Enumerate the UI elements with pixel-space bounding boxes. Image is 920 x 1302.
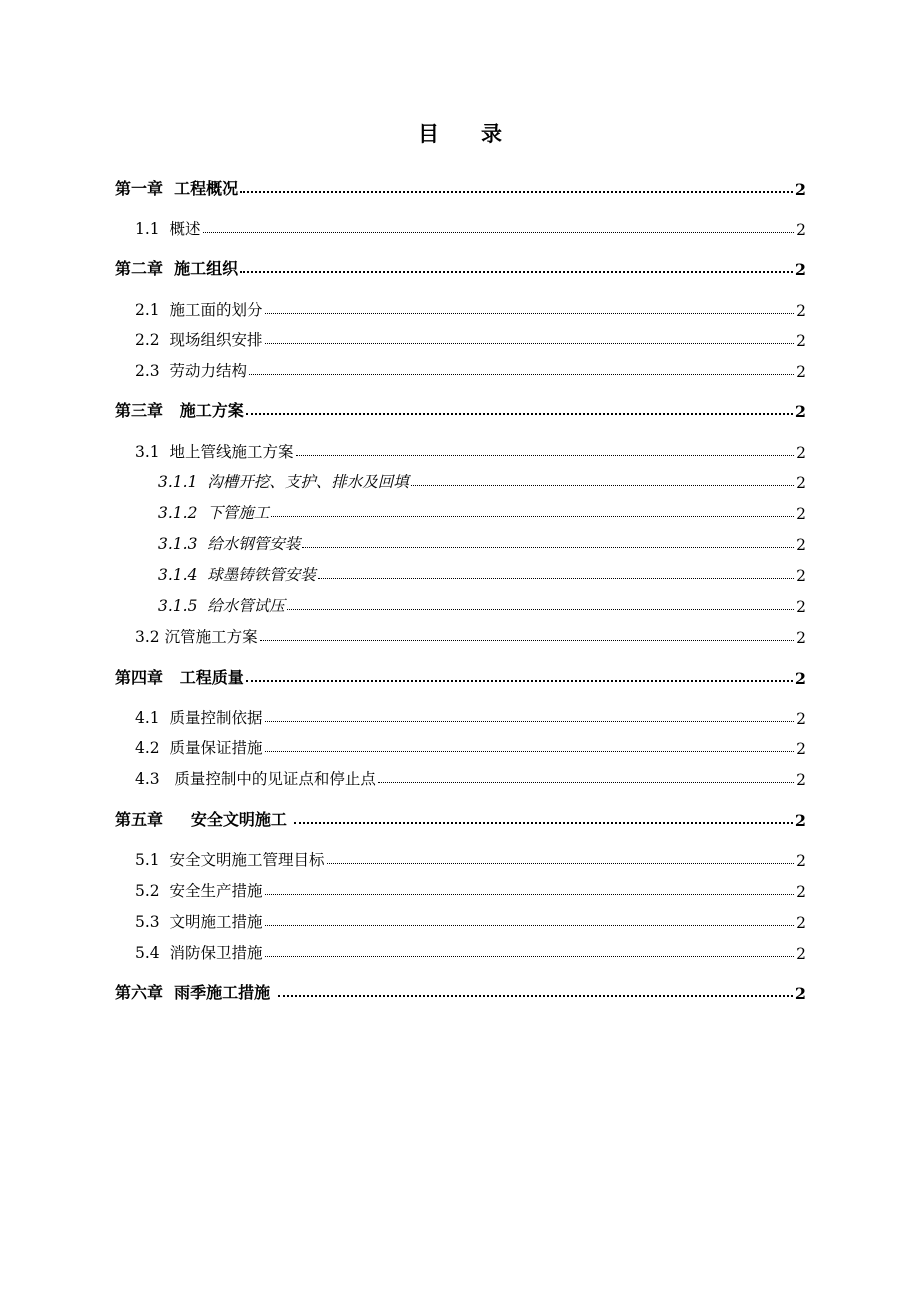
toc-entry-subsection-3-1-1[interactable] (0, 468, 920, 492)
toc-entry-page-number: 2 (796, 536, 806, 554)
dot-leader (265, 342, 795, 344)
dot-leader (249, 373, 794, 375)
toc-entry-section-5-4[interactable] (0, 939, 920, 963)
toc-entry-label: 5.3 文明施工措施 (135, 913, 263, 931)
toc-entry-label: 4.1 质量控制依据 (135, 709, 263, 727)
dot-leader (265, 750, 795, 752)
toc-entry-section-3-1[interactable] (0, 438, 920, 462)
dot-leader (411, 484, 794, 486)
toc-entry-page-number: 2 (794, 669, 806, 688)
toc-entry-label: 2.3 劳动力结构 (135, 362, 248, 380)
toc-entry-page-number: 2 (796, 567, 806, 585)
dot-leader (302, 546, 794, 548)
dot-leader (287, 608, 794, 610)
toc-entry-label: 3.2 沉管施工方案 (135, 628, 258, 646)
toc-entry-chapter-6[interactable] (0, 979, 920, 1003)
toc-entry-label: 3.1.1 沟槽开挖、支护、排水及回填 (158, 473, 409, 491)
dot-leader (318, 577, 794, 579)
toc-entry-label: 第三章 施工方案 (115, 401, 244, 420)
toc-entry-page-number: 2 (796, 945, 806, 963)
toc-entry-page-number: 2 (796, 740, 806, 758)
toc-entry-label: 第二章 施工组织 (115, 259, 239, 278)
toc-entry-label: 1.1 概述 (135, 220, 201, 238)
toc-entry-page-number: 2 (796, 302, 806, 320)
dot-leader (240, 270, 793, 273)
toc-entry-subsection-3-1-3[interactable] (0, 530, 920, 554)
dot-leader (246, 679, 793, 682)
toc-entry-page-number: 2 (794, 811, 806, 830)
dot-leader (260, 639, 795, 641)
dot-leader (265, 312, 795, 314)
dot-leader (296, 454, 795, 456)
toc-entry-section-4-1[interactable] (0, 704, 920, 728)
toc-entry-section-2-3[interactable] (0, 357, 920, 381)
toc-entry-page-number: 2 (796, 771, 806, 789)
toc-entry-page-number: 2 (796, 444, 806, 462)
toc-entry-label: 4.3 质量控制中的见证点和停止点 (135, 770, 376, 788)
toc-entry-page-number: 2 (796, 852, 806, 870)
toc-entry-chapter-5[interactable] (0, 806, 920, 830)
toc-entry-label: 2.1 施工面的划分 (135, 301, 263, 319)
toc-entry-page-number: 2 (796, 710, 806, 728)
toc-entry-page-number: 2 (796, 914, 806, 932)
toc-entry-section-4-2[interactable] (0, 734, 920, 758)
dot-leader (265, 720, 795, 722)
toc-entry-page-number: 2 (794, 402, 806, 421)
toc-entry-label: 第六章 雨季施工措施 (115, 983, 276, 1002)
toc-entry-section-4-3[interactable] (0, 765, 920, 789)
dot-leader (203, 231, 795, 233)
toc-entry-section-5-1[interactable] (0, 846, 920, 870)
toc-entry-chapter-2[interactable] (0, 255, 920, 279)
toc-entry-page-number: 2 (796, 332, 806, 350)
toc-entry-label: 2.2 现场组织安排 (135, 331, 263, 349)
toc-entry-section-5-3[interactable] (0, 908, 920, 932)
toc-entry-page-number: 2 (796, 505, 806, 523)
toc-entry-page-number: 2 (796, 363, 806, 381)
toc-entry-page-number: 2 (796, 629, 806, 647)
toc-entry-section-2-2[interactable] (0, 326, 920, 350)
toc-entry-section-3-2[interactable] (0, 623, 920, 647)
toc-entry-page-number: 2 (794, 180, 806, 199)
dot-leader (294, 821, 792, 824)
toc-title: 目 录 (418, 121, 502, 146)
dot-leader (378, 781, 794, 783)
toc-entry-subsection-3-1-2[interactable] (0, 499, 920, 523)
toc-entry-page-number: 2 (796, 598, 806, 616)
toc-entry-label: 5.4 消防保卫措施 (135, 944, 263, 962)
toc-entry-section-5-2[interactable] (0, 877, 920, 901)
dot-leader (271, 515, 794, 517)
toc-entry-chapter-1[interactable] (0, 175, 920, 199)
toc-entry-label: 5.1 安全文明施工管理目标 (135, 851, 325, 869)
dot-leader (327, 862, 795, 864)
toc-entry-label: 3.1 地上管线施工方案 (135, 443, 294, 461)
dot-leader (265, 893, 795, 895)
toc-entry-page-number: 2 (794, 260, 806, 279)
dot-leader (240, 190, 793, 193)
toc-entry-chapter-4[interactable] (0, 664, 920, 688)
toc-entry-label: 5.2 安全生产措施 (135, 882, 263, 900)
toc-entry-page-number: 2 (796, 474, 806, 492)
toc-entry-subsection-3-1-4[interactable] (0, 561, 920, 585)
toc-entry-label: 3.1.4 球墨铸铁管安装 (158, 566, 316, 584)
toc-entry-label: 第五章 安全文明施工 (115, 810, 293, 829)
toc-entry-section-2-1[interactable] (0, 296, 920, 320)
dot-leader (265, 955, 795, 957)
dot-leader (246, 412, 793, 415)
toc-entry-label: 第一章 工程概况 (115, 179, 239, 198)
toc-entry-chapter-3[interactable] (0, 397, 920, 421)
dot-leader (278, 994, 793, 997)
toc-entry-label: 第四章 工程质量 (115, 668, 244, 687)
toc-entry-page-number: 2 (796, 883, 806, 901)
dot-leader (265, 924, 795, 926)
toc-entry-label: 3.1.2 下管施工 (158, 504, 270, 522)
toc-entry-section-1-1[interactable] (0, 215, 920, 239)
toc-entry-subsection-3-1-5[interactable] (0, 592, 920, 616)
toc-entry-page-number: 2 (794, 984, 806, 1003)
toc-entry-label: 4.2 质量保证措施 (135, 739, 263, 757)
toc-entry-label: 3.1.5 给水管试压 (158, 597, 285, 615)
toc-entry-label: 3.1.3 给水钢管安装 (158, 535, 301, 553)
toc-entry-page-number: 2 (796, 221, 806, 239)
